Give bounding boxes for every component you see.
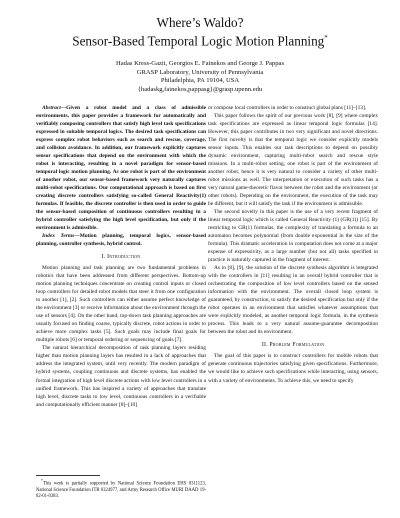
right-paragraph-4: The goal of this paper is to construct controllers for mobile robots that generate continuous trajectories satisfying given specifications. Furthermore, we would like to achieve such specifications while interacting, using sensors, with a variety of environments. To achieve this, we need to specify (208, 353, 378, 384)
author-block (0, 60, 400, 94)
right-paragraph-2: The second novelty in this paper is the use of a very recent fragment of linear temporal logic which is called General Reactivity (1) (GR(1)) [15]. By restricting to GR(1) formulas, the complexity of translating a formula to an automaton becomes polynomial (from double exponential in the size of the formula). This dramatic acceleration in computation does not come at a major expense of expressivity, as a large number (but not all) tasks specified in practice is naturally captured in the fragment of interest. (208, 209, 378, 264)
left-column (36, 104, 206, 409)
abstract (36, 104, 206, 232)
footnote-mark: * (41, 478, 43, 483)
right-column (208, 104, 378, 385)
intro-paragraph-1: Motion planning and task planning are two fundamental problems in robotics that have been addressed from different perspectives. Bottom-up motion planning techniques concentrate on creating control inputs or closed loop controllers for detailed robot models that steer it from one configuration to another [1], [2]. Such controllers can either assume perfect knowledge of the environment [3] or receive information about the environment through the use of sensors [4]. On the other hand, top-down task planning approaches are usually focused on finding coarse, typically discrete, robot actions in order to achieve more complex tasks [5]. Such goals may include final goals for multiple robots [6] or temporal ordering or sequencing of goals [7]. (36, 265, 206, 344)
index-terms-text: Motion planning, temporal logics, sensor-based planning, controller synthesis, hybrid control. (36, 233, 207, 248)
author-city: Philadelphia, PA 19104, USA (160, 77, 240, 85)
author-names: Hadas Kress-Gazit, Georgios E. Fainekos and George J. Pappas (115, 60, 285, 67)
footnote-rule (36, 475, 100, 476)
paper-title-text: Sensor-Based Temporal Logic Motion Planning (72, 33, 325, 49)
intro-paragraph-2: The natural hierarchical decomposition of task planning layers residing higher than motion planning layers has resulted in a lack of approaches that address the integrated system, until very recently. The modern paradigm of hybrid systems, coupling continuous and discrete systems, has enabled the formal integration of high level discrete actions with low level controllers in a unified framework. This has inspired a variety of approaches that translate high level, discrete tasks to low level, continuous controllers in a verifiable and computationally efficient manner [8]–[10] (36, 345, 206, 408)
author-emails: {hadaskg,fainekos,pappasg}@grasp.upenn.edu (137, 85, 263, 93)
paper-title-line1: Where’s Waldo? (156, 15, 244, 30)
section-heading-introduction: I. Introduction (101, 254, 141, 261)
right-paragraph-1: This paper follows the spirit of our previous work [8], [9] where complex task specifications are expressed as linear temporal logic formulas [14]. However, this paper contributes in two very significant and novel directions. The first novelty is that the temporal logic we consider explicitly models sensor inputs. This enables our task descriptions to depend on possibly dynamic environment, capturing multi-robot search and rescue style missions. In a multi-robot setting, one robot is part of the environment of another robot, hence it is very natural to consider a variety of other multi-robot missions as well. The interpretation or execution of such tasks has a very natural game-theoretic flavor between the robot and the environment (or other robots). Depending on the environment, the execution of the task may be different, but it will satisfy the task if the environment is admissible. (208, 113, 378, 208)
author-affiliation: GRASP Laboratory, University of Pennsylvania (136, 68, 264, 76)
abstract-text: Given a robot model and a class of admissible environments, this paper provides a framework for automatically and verifiably composing controllers that satisfy high level task specifications expressed in suitable temporal logics. The desired task specifications can express complex robot behaviors such as search and rescue, coverage, and collision avoidance. In addition, our framework explicitly captures sensor specifications that depend on the environment with which the robot is interacting, resulting in a novel paradigm for sensor-based temporal logic motion planning. As one robot is part of the environment of another robot, our sensor-based framework very naturally captures multi-robot specifications. Our computational approach is based on first creating discrete controllers satisfying so-called General Reactivity(1) formulas. If feasible, the discrete controller is then used in order to guide the sensor-based composition of continuous controllers resulting in a hybrid controller satisfying the high level specification, but only if the environment is admissible. (36, 105, 206, 232)
index-terms (36, 232, 206, 248)
right-paragraph-0: or compose local controllers in order to construct global plans [11]–[13]. (208, 105, 367, 111)
title-footnote-mark: * (324, 34, 328, 42)
right-paragraph-3: As in [8], [9], the solution of the discrete synthesis algorithm is integrated with the controllers in [11] resulting in an overall hybrid controller that is orchestrating the composition of low level controllers based on the sensed information with the environment. The overall closed loop system is guaranteed, by construction, to satisfy the desired specification but only if the robot operates in an environment that satisfies whatever assumptions that were explicitly modeled, as another temporal logic formula, in the synthesis process. This leads to a very natural assume-guarantee decomposition between the robot and its environment. (208, 265, 378, 336)
abstract-lead: Abstract— (42, 105, 67, 111)
footnote (36, 478, 206, 500)
paper-title-line2 (0, 31, 400, 48)
index-terms-lead: Index Terms— (42, 233, 80, 240)
footnote-text: This work is partially supported by National Science Foundation EHS 0311123, National Science Foundation ITR 0324977, and Army Research Office MURI DAAD 19-02-01-0383. (36, 481, 206, 499)
section-heading-problem-formulation: II. Problem Formulation (261, 342, 325, 349)
